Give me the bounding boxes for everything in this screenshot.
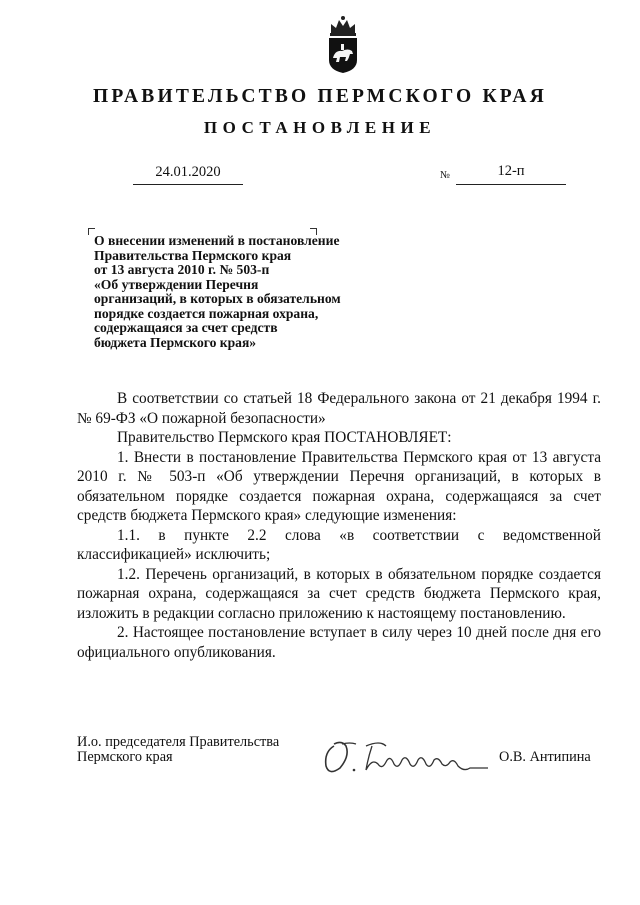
number-sign: № <box>440 170 451 181</box>
document-date: 24.01.2020 <box>133 164 243 185</box>
body-paragraph: 1.1. в пункте 2.2 слова «в соответствии с ведомственной классификацией» исключить; <box>77 526 601 563</box>
body-paragraph: 1. Внести в постановление Правительства Пермского края от 13 августа 2010 г. № 503-п «Об утверждении Перечня организаций, в которых в обязательном порядке создается пожарная охрана, содержащаяся за счет средств бюджета Пермского края» следующие изменения: <box>77 448 601 524</box>
subject-line: содержащаяся за счет средств <box>94 320 278 335</box>
subject-line: Правительства Пермского края <box>94 247 292 263</box>
document-subject <box>94 234 394 350</box>
body-paragraph: 1.2. Перечень организаций, в которых в обязательном порядке создается пожарная охрана, содержащаяся за счет средств бюджета Пермского края, изложить в редакции согласно приложению к настоящему постановлению. <box>77 565 601 622</box>
subject-line: порядке создается пожарная охрана, <box>94 305 319 321</box>
subject-line: бюджета Пермского края» <box>94 334 257 350</box>
subject-line: организаций, в которых в обязательном <box>94 291 341 306</box>
body-paragraph: 2. Настоящее постановление вступает в силу через 10 дней после дня его официального опубликования. <box>77 624 601 661</box>
document-type: ПОСТАНОВЛЕНИЕ <box>203 118 437 137</box>
subject-line: от 13 августа 2010 г. № 503-п <box>94 262 270 277</box>
government-title: ПРАВИТЕЛЬСТВО ПЕРМСКОГО КРАЯ <box>93 86 547 107</box>
document-body <box>77 389 601 662</box>
coat-of-arms-icon <box>322 14 364 74</box>
signatory-position-line: И.о. председателя Правительства <box>77 734 280 750</box>
body-paragraph: В соответствии со статьей 18 Федерального закона от 21 декабря 1994 г. № 69-ФЗ «О пожарной безопасности» <box>77 390 601 427</box>
signatory-name: О.В. Антипина <box>499 749 591 765</box>
body-paragraph: Правительство Пермского края ПОСТАНОВЛЯЕТ: <box>117 429 452 446</box>
signatory-position-line: Пермского края <box>77 749 173 765</box>
subject-line: «Об утверждении Перечня <box>94 276 259 292</box>
document-number: 12-п <box>456 163 566 185</box>
handwritten-signature <box>320 738 496 780</box>
signatory-position <box>77 735 279 765</box>
subject-line: О внесении изменений в постановление <box>94 233 340 248</box>
